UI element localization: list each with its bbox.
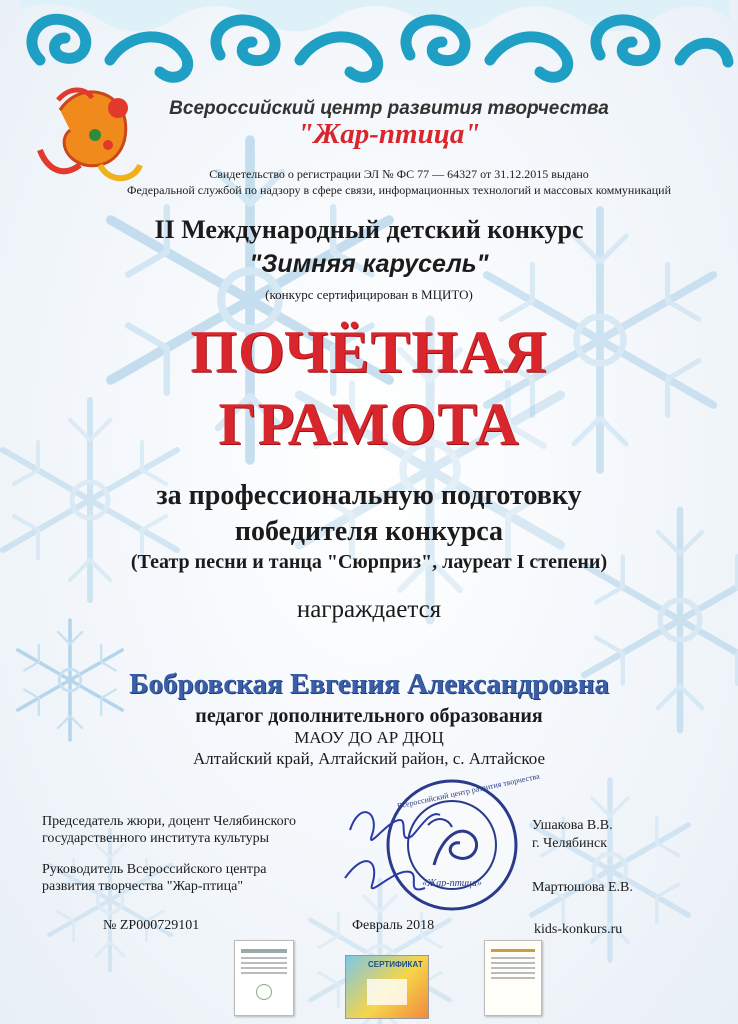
contest-title: II Международный детский конкурс [154, 215, 584, 244]
jury-chair-name: Ушакова В.В. [532, 818, 613, 833]
head-name: Мартюшова Е.В. [532, 880, 633, 895]
award-title-line-1: ПОЧЁТНАЯ [190, 319, 548, 385]
mcito-certificate-thumbnail [345, 955, 429, 1019]
seal-ring-text: Всероссийский центр развития творчества [396, 771, 541, 811]
recipient-organization: МАОУ ДО АР ДЮЦ [294, 728, 444, 747]
contest-name: "Зимняя карусель" [249, 250, 489, 278]
license-document-thumbnail [484, 940, 542, 1016]
reason-line-2: победителя конкурса [234, 516, 504, 547]
top-ornament [20, 0, 730, 77]
jury-chair-title-1: Председатель жюри, доцент Челябинского [42, 814, 296, 829]
seal-center-text: «Жар-птица» [422, 878, 482, 889]
website: kids-konkurs.ru [534, 922, 623, 937]
recipient-address: Алтайский край, Алтайский район, с. Алтайское [192, 749, 545, 768]
head-title-1: Руководитель Всероссийского центра [42, 862, 267, 877]
registration-line-1: Свидетельство о регистрации ЭЛ № ФС 77 — 64327 от 31.12.2015 выдано [209, 167, 589, 181]
certificate-thumbnail-label: СЕРТИФИКАТ [368, 960, 423, 969]
certificate-number: № ZP000729101 [103, 918, 200, 933]
brand-name: "Жар-птица" [297, 118, 481, 150]
registration-line-2: Федеральной службой по надзору в сфере связи, информационных технологий и массовых коммуникаций [126, 183, 671, 197]
registration-certificate-thumbnail [234, 940, 294, 1016]
jury-chair-title-2: государственного института культуры [42, 831, 270, 846]
reason-line-3: (Театр песни и танца "Сюрприз", лауреат I степени) [130, 551, 608, 573]
contest-certified-note: (конкурс сертифицирован в МЦИТО) [265, 287, 473, 302]
recipient-name: Бобровская Евгения Александровна [129, 668, 609, 700]
recipient-position: педагог дополнительного образования [195, 705, 543, 727]
head-title-2: развития творчества "Жар-птица" [42, 879, 244, 894]
reason-line-1: за профессиональную подготовку [156, 480, 582, 511]
organization-title: Всероссийский центр развития творчества [169, 98, 609, 119]
awarded-label: награждается [296, 596, 442, 623]
award-title-line-2: ГРАМОТА [218, 391, 520, 457]
issue-date: Февраль 2018 [352, 918, 435, 933]
jury-chair-city: г. Челябинск [532, 836, 608, 851]
